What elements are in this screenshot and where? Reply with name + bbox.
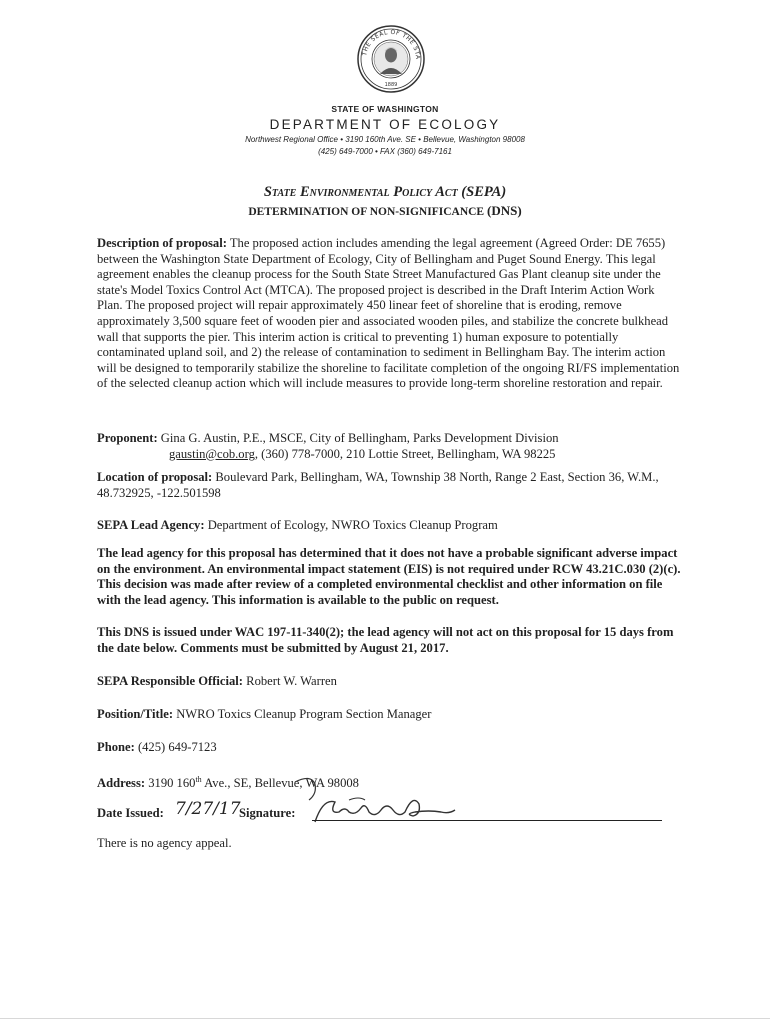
lead-agency-label: SEPA Lead Agency: [97, 518, 205, 532]
proponent-label: Proponent: [97, 431, 158, 445]
determination-title [0, 203, 770, 219]
document-title [0, 184, 770, 219]
description-label: Description of proposal: [97, 236, 227, 250]
address-rest: Ave., SE, Bellevue, WA 98008 [201, 776, 359, 791]
official-label: SEPA Responsible Official: [97, 674, 244, 688]
letterhead [0, 104, 770, 156]
page-edge-line [0, 1018, 770, 1019]
svg-text:1889: 1889 [384, 82, 398, 88]
appeal-statement: There is no agency appeal. [97, 836, 232, 850]
date-issued-value: 7/27/17 [175, 799, 241, 819]
position-section [97, 707, 682, 723]
phone-value: (425) 649-7123 [137, 740, 217, 754]
determination-text: DETERMINATION OF NON-SIGNIFICANCE [248, 206, 485, 218]
signature-label: Signature: [239, 806, 296, 820]
description-section [97, 236, 682, 392]
position-label: Position/Title: [97, 707, 174, 721]
official-name: Robert W. Warren [246, 674, 337, 688]
determination-abbr: (DNS) [486, 203, 522, 218]
proponent-email-link[interactable]: gaustin@cob.org [169, 446, 255, 461]
act-title: State Environmental Policy Act (SEPA) [263, 184, 507, 200]
location-section [97, 470, 682, 501]
phone-label: Phone: [97, 740, 135, 754]
location-text: Boulevard Park, Bellingham, WA, Township 38 North, Range 2 East, Section 36, W.M., 48.732925, -122.501598 [97, 470, 659, 500]
signature-line [312, 820, 662, 821]
svg-text:THE SEAL OF THE STATE OF WASHI: THE SEAL OF THE STA [361, 28, 422, 60]
lead-agency-section [97, 518, 682, 534]
department-name: DEPARTMENT OF ECOLOGY [269, 117, 501, 132]
office-phone-fax: (425) 649-7000 • FAX (360) 649-7161 [318, 147, 452, 156]
official-section [97, 674, 682, 690]
determination-statement: The lead agency for this proposal has determined that it does not have a probable significant adverse impact on the environment. An environmental impact statement (EIS) is not required under RCW 43.21C.030 (2)(c). This decision was made after review of a completed environmental checklist and other information on file with the lead agency. This information is available to the public on request. [97, 546, 681, 607]
state-name: STATE OF WASHINGTON [331, 104, 439, 114]
proponent-contact: , (360) 778-7000, 210 Lottie Street, Bellingham, WA 98225 [254, 446, 556, 461]
address-street-number: 3190 160 [148, 776, 196, 791]
office-address: Northwest Regional Office • 3190 160th Ave. SE • Bellevue, Washington 98008 [245, 135, 525, 144]
date-issued-label: Date Issued: [97, 806, 164, 820]
location-label: Location of proposal: [97, 470, 213, 484]
signature-image [309, 784, 469, 828]
description-text: The proposed action includes amending the legal agreement (Agreed Order: DE 7655) between the Washington State Department of Ecology, City of Bellingham and Puget Sound Energy. This legal agreement enables the cleanup process for the South State Street Manufactured Gas Plant cleanup site under the state's Model Toxics Control Act (MTCA). The proposed project is described in the Draft Interim Action Work Plan. The proposed project will repair approximately 450 linear feet of shoreline that is eroding, remove approximately 3,500 square feet of wooden pier and associated wooden piles, and stabilize the concrete bulkhead wall that supports the pier. This interim action is critical to preventing 1) human exposure to potentially contaminated upland soil, and 2) the release of contamination to sediment in Bellingham Bay. The interim action will be designed to temporarily stabilize the shoreline to facilitate completion of the ongoing RI/FS implementation of the selected cleanup action which will include measures to provide long-term shoreline restoration and repair. [97, 236, 680, 391]
date-signature-row [97, 796, 677, 832]
lead-agency-text: Department of Ecology, NWRO Toxics Cleanup Program [207, 518, 498, 532]
issuance-statement: This DNS is issued under WAC 197-11-340(2); the lead agency will not act on this proposal for 15 days from the date below. Comments must be submitted by August 21, 2017. [97, 625, 674, 655]
position-value: NWRO Toxics Cleanup Program Section Manager [176, 707, 432, 721]
address-ordinal: th [195, 775, 202, 784]
address-label: Address: [97, 776, 146, 791]
proponent-section [97, 431, 682, 462]
proponent-name: Gina G. Austin, P.E., MSCE, City of Bellingham, Parks Development Division [160, 431, 559, 445]
phone-section [97, 740, 682, 756]
state-seal [356, 24, 426, 94]
